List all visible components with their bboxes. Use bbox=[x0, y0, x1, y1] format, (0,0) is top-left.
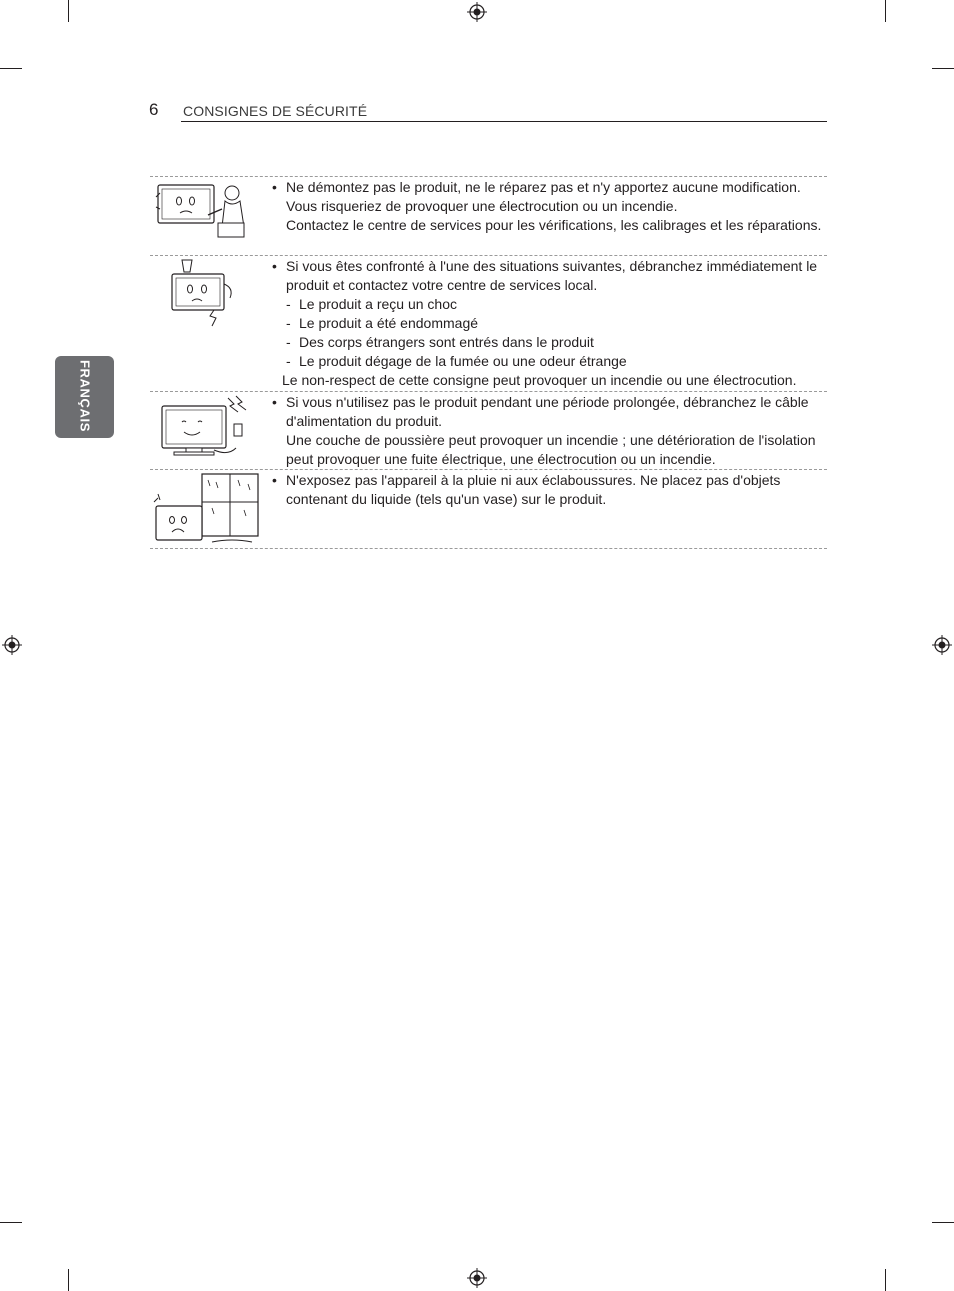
crop-mark bbox=[885, 0, 886, 22]
instruction-paragraph: Une couche de poussière peut provoquer un incendie ; une détérioration de l'isolation peut provoquer une fuite électrique, une électrocution ou un incendie. bbox=[286, 432, 816, 467]
sub-list-item bbox=[272, 295, 827, 314]
page-header bbox=[148, 100, 827, 122]
registration-mark-icon bbox=[467, 1268, 487, 1288]
section-title: CONSIGNES DE SÉCURITÉ bbox=[183, 103, 368, 119]
warning-note: Le non-respect de cette consigne peut provoquer un incendie ou une électrocution. bbox=[282, 372, 797, 388]
instruction-paragraph: Si vous êtes confronté à l'une des situations suivantes, débranchez immédiatement le produit et contactez votre centre de services local. bbox=[286, 258, 818, 293]
registration-mark-icon bbox=[467, 2, 487, 22]
page-number: 6 bbox=[149, 100, 159, 119]
dash-marker: - bbox=[286, 296, 291, 312]
instruction-paragraph: Ne démontez pas le produit, ne le réparez pas et n'y apportez aucune modification. Vous risqueriez de provoquer une électrocution ou un incendie. bbox=[286, 179, 801, 214]
crop-mark bbox=[932, 1222, 954, 1223]
tv-disassembly-warning-illustration bbox=[152, 179, 252, 245]
dash-marker: - bbox=[286, 315, 291, 331]
instruction-paragraph: Si vous n'utilisez pas le produit pendant une période prolongée, débranchez le câble d'alimentation du produit. bbox=[286, 394, 809, 429]
dash-marker: - bbox=[286, 353, 291, 369]
crop-mark bbox=[885, 1269, 886, 1291]
safety-instructions-table bbox=[150, 176, 827, 549]
sub-list-item bbox=[272, 333, 827, 352]
instruction-row bbox=[150, 255, 827, 391]
crop-mark bbox=[68, 1269, 69, 1291]
instruction-text bbox=[272, 470, 827, 509]
sub-item-text: Le produit dégage de la fumée ou une odeur étrange bbox=[299, 353, 627, 369]
bullet-item bbox=[272, 257, 827, 295]
sub-item-text: Le produit a reçu un choc bbox=[299, 296, 457, 312]
instruction-paragraph: N'exposez pas l'appareil à la pluie ni aux éclaboussures. Ne placez pas d'objets contenant du liquide (tels qu'un vase) sur le produit. bbox=[286, 472, 781, 507]
instruction-row bbox=[150, 176, 827, 255]
sub-list-item bbox=[272, 352, 827, 371]
bullet-marker: • bbox=[272, 472, 277, 488]
crop-mark bbox=[68, 0, 69, 22]
dash-marker: - bbox=[286, 334, 291, 350]
tv-damaged-shock-illustration bbox=[152, 258, 252, 328]
instruction-text bbox=[272, 392, 827, 469]
bullet-marker: • bbox=[272, 258, 277, 274]
sub-item-text: Des corps étrangers sont entrés dans le produit bbox=[299, 334, 594, 350]
tv-rain-window-illustration bbox=[152, 472, 262, 548]
bullet-item bbox=[272, 393, 827, 469]
instruction-row bbox=[150, 469, 827, 549]
instruction-text bbox=[272, 256, 827, 390]
bullet-marker: • bbox=[272, 394, 277, 410]
sub-list-item bbox=[272, 314, 827, 333]
registration-mark-icon bbox=[2, 635, 22, 655]
bullet-item bbox=[272, 471, 827, 509]
instruction-text bbox=[272, 177, 827, 235]
bullet-marker: • bbox=[272, 179, 277, 195]
tv-unplugged-illustration bbox=[152, 394, 252, 464]
crop-mark bbox=[0, 1222, 22, 1223]
header-divider bbox=[181, 121, 827, 122]
instruction-row bbox=[150, 391, 827, 469]
instruction-paragraph: Contactez le centre de services pour les vérifications, les calibrages et les réparations. bbox=[286, 217, 822, 233]
sub-item-text: Le produit a été endommagé bbox=[299, 315, 479, 331]
registration-mark-icon bbox=[932, 635, 952, 655]
crop-mark bbox=[0, 68, 22, 69]
language-label: FRANÇAIS bbox=[77, 360, 93, 432]
language-tab bbox=[55, 356, 114, 438]
bullet-item bbox=[272, 178, 827, 235]
crop-mark bbox=[932, 68, 954, 69]
